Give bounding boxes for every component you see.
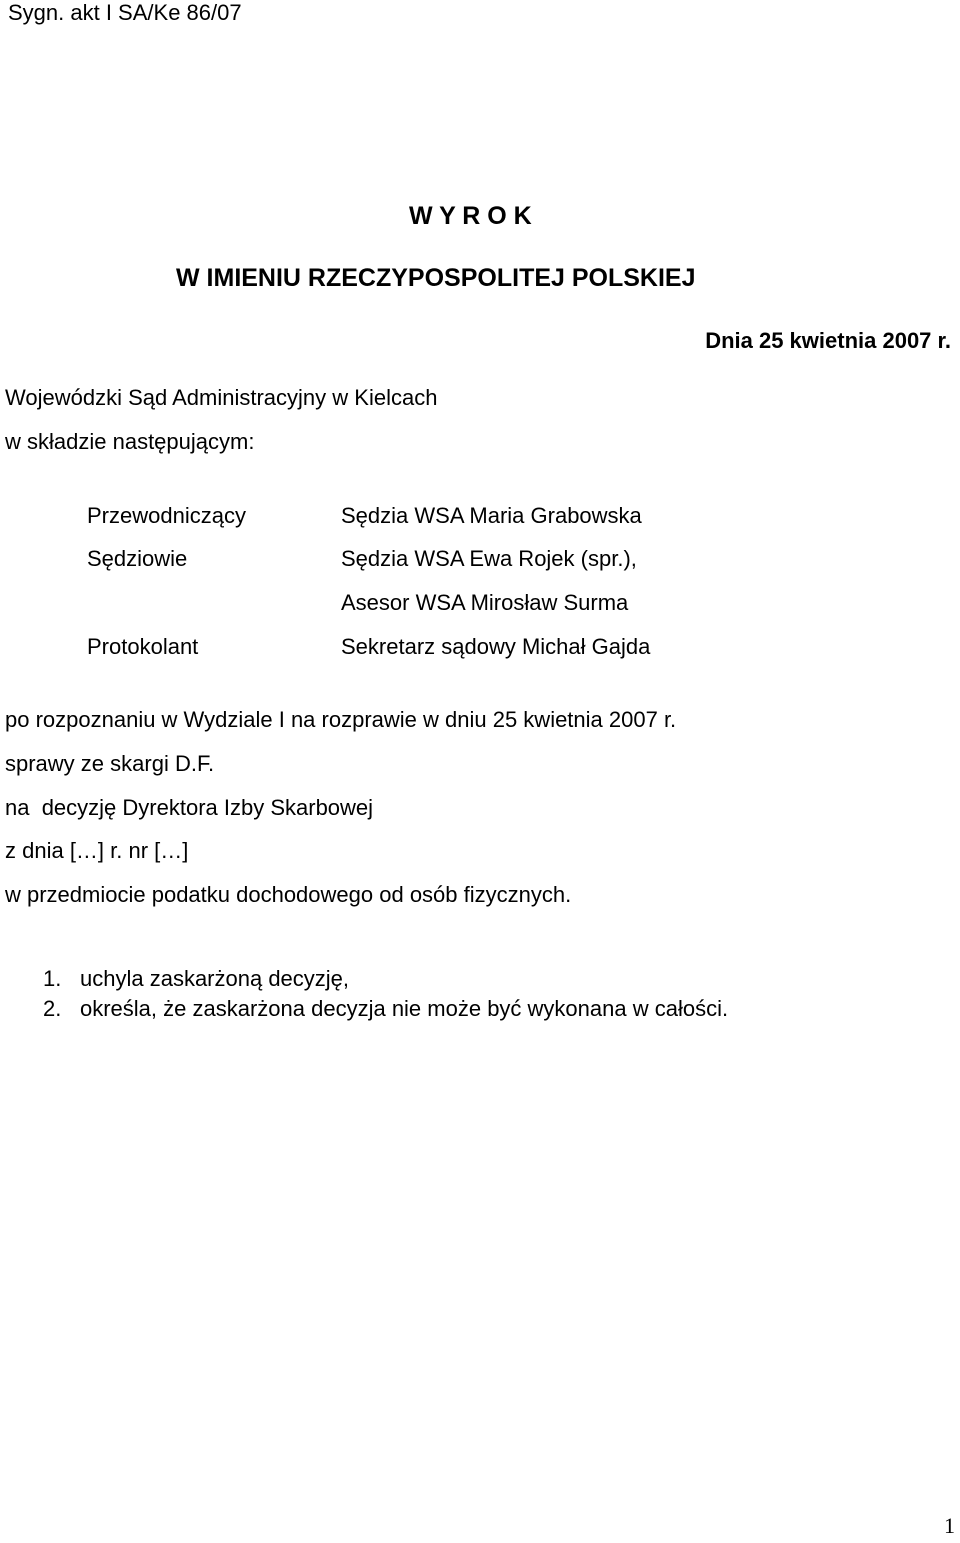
clerk-name: Sekretarz sądowy Michał Gajda — [341, 634, 651, 659]
judgment-date: Dnia 25 kwietnia 2007 r. — [705, 328, 951, 353]
ruling-item-number: 1. — [43, 966, 62, 991]
court-name: Wojewódzki Sąd Administracyjny w Kielcach — [5, 385, 438, 410]
case-text-line-4: z dnia […] r. nr […] — [5, 838, 189, 863]
judges-label: Sędziowie — [87, 546, 188, 571]
page-number: 1 — [944, 1513, 955, 1538]
document-subtitle: W IMIENIU RZECZYPOSPOLITEJ POLSKIEJ — [176, 264, 696, 292]
document-title: W Y R O K — [409, 202, 532, 230]
clerk-label: Protokolant — [87, 634, 199, 659]
case-text-line-2: sprawy ze skargi D.F. — [5, 751, 215, 776]
presiding-label: Przewodniczący — [87, 503, 246, 528]
presiding-name: Sędzia WSA Maria Grabowska — [341, 503, 642, 528]
case-number: Sygn. akt I SA/Ke 86/07 — [8, 0, 242, 25]
ruling-item-number: 2. — [43, 996, 62, 1021]
case-text-line-1: po rozpoznaniu w Wydziale I na rozprawie w dniu 25 kwietnia 2007 r. — [5, 707, 677, 732]
ruling-item-text: określa, że zaskarżona decyzja nie może być wykonana w całości. — [80, 996, 729, 1021]
judge-name-2: Asesor WSA Mirosław Surma — [341, 590, 629, 615]
judge-name-1: Sędzia WSA Ewa Rojek (spr.), — [341, 546, 637, 571]
case-text-line-5: w przedmiocie podatku dochodowego od osób fizycznych. — [5, 882, 572, 907]
case-text-line-3: na decyzję Dyrektora Izby Skarbowej — [5, 795, 374, 820]
ruling-item-text: uchyla zaskarżoną decyzję, — [80, 966, 350, 991]
court-composition-intro: w składzie następującym: — [5, 429, 255, 454]
